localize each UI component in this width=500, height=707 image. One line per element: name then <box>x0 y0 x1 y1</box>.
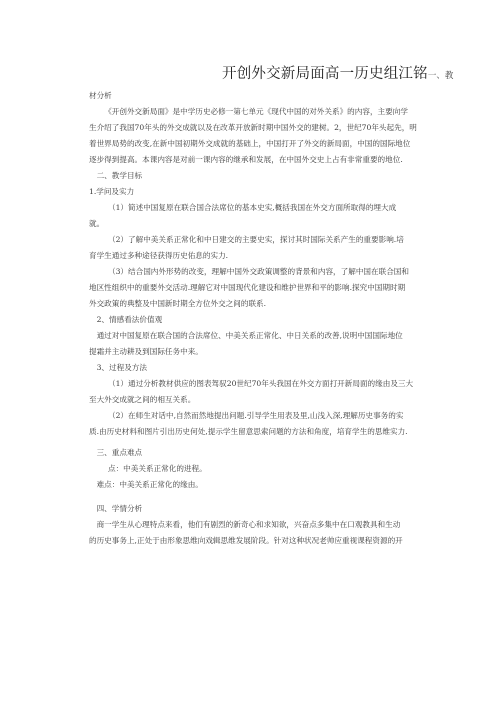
title-suffix: 一、教 <box>427 71 454 81</box>
students-line: 的历史事务上,正处于由形象思维向戏辑思维发展阶段。针对这种状况老帅应重视课程资源的开 <box>89 536 403 545</box>
knowledge-line: 育学生通过多种途径获得历史佑息的实力. <box>89 251 229 260</box>
process-line: （2）在师生对话中,自然而然地提出问题.引导学生用表及里,山浅入深,理解历史事务的实 <box>108 411 404 420</box>
process-line: 至大外交成就之间的相互关系。 <box>89 395 196 404</box>
page-title <box>222 62 453 83</box>
analysis-line: 着世界局势的改变,在新中国初期外交成就的基础上，中国打开了外交的新局面，中国的国际地位 <box>89 139 411 148</box>
students-line: 商一学生从心理特点来看，他们有剧烈的新奇心和求知欲，兴奋点多集中在口观教具和生动 <box>96 520 401 529</box>
knowledge-line: 地区性组织中的重要外交活动.理解它对中国现代化建设和维护世界和平的影响.探究中国期时期 <box>89 283 406 292</box>
emotion-line: 提霜并主动耕及到国际任务中来。 <box>89 347 203 356</box>
difficulty-point: 难点：中美关系正常化的缘由。 <box>96 480 203 489</box>
document-body <box>89 88 429 549</box>
knowledge-line: 就。 <box>89 219 105 228</box>
process-line: 质.由历史材料和图片引出历史何处,提示学生留意思索问题的方法和角度，培育学生的思维实力. <box>89 427 408 436</box>
knowledge-line: 外交政策的典整及中国新时期全方位外交之间的联系. <box>89 299 267 308</box>
analysis-line: 生介绍了我国70年头的外交成就以及在改革开放新时期中国外交的建树。2，世纪70年头起先，明 <box>89 123 417 132</box>
section-heading-key: 三、重点难点 <box>96 448 143 457</box>
emotion-line: 通过对中国复原在联合国的合法席位、中美关系正常化、中日关系的改善,说明中国国际地位 <box>96 331 403 340</box>
section-heading-students: 四、学情分析 <box>96 504 143 513</box>
subheading-emotion: 2、情感看法价值观 <box>96 315 163 324</box>
knowledge-line: （2）了解中美关系正常化和中日建交的主要史实，探讨其时国际关系产生的重要影响.培 <box>108 235 404 244</box>
section-heading-goals: 二、教学目标 <box>96 171 143 180</box>
analysis-line: 《开创外交新局面》是中学历史必修一第七单元《现代中国的对外关系》的内容，主要向学 <box>104 107 408 116</box>
analysis-label: 材分析 <box>89 91 112 100</box>
subheading-process: 3、过程及方法 <box>96 363 147 372</box>
title-main: 开创外交新局面高一历史组江铭 <box>222 66 428 82</box>
key-point: 点：中美关系正常化的进程。 <box>108 464 207 473</box>
knowledge-line: （3）结合国内外形势的改变，理解中国外交政策调整的背景和内容，了解中国在联合国和 <box>108 267 409 276</box>
subheading-knowledge: 1.学问及实力 <box>89 187 135 196</box>
analysis-line: 逐步得到提高。本课内容是对前一课内容的继承和发展，在中国外交史上占有非常重要的地位. <box>89 155 403 164</box>
knowledge-line: （1）简述中国复原在联合国合法席位的基本史实,概括我国在外交方面所取得的埋大成 <box>108 203 397 212</box>
process-line: （1）通过分析教材供应的图表驾驭20世纪70年头我国在外交方面打开新局面的缘由及三大 <box>108 379 414 388</box>
